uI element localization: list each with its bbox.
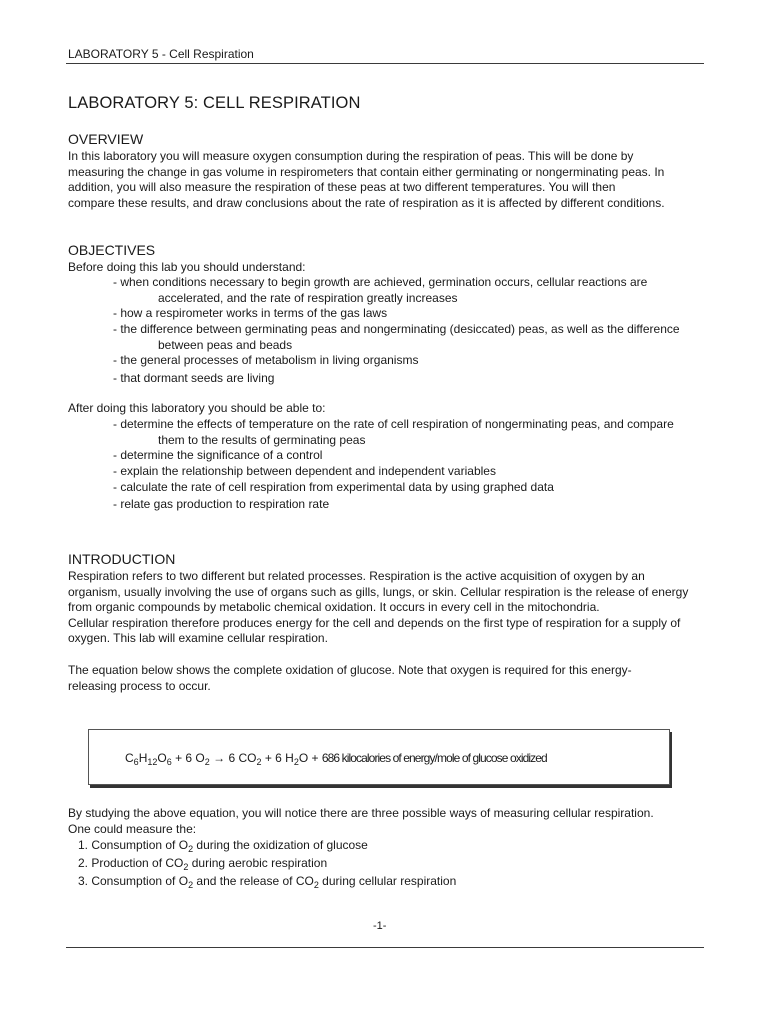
overview-paragraph (68, 149, 708, 211)
footer-rule (66, 947, 704, 948)
measurement-list-item: 3. Consumption of $O_2$ and the release of $CO_2$ during cellular respiration (78, 874, 457, 890)
objective-after-item: - relate gas production to respiration rate (113, 497, 330, 511)
objective-before-item: - that dormant seeds are living (113, 371, 275, 385)
glucose-oxidation-equation: $C_6H_{12}O_6 + 6$ $O_2 \to 6$ $CO_2 + 6$ $H_2O + 686$ kilocalories of energy/mole of glucose oxidized (125, 751, 547, 767)
objectives-before-intro: Before doing this lab you should understand: (68, 260, 306, 274)
objective-after-item: - calculate the rate of cell respiration from experimental data by using graphed data (113, 480, 554, 494)
equation-box (88, 729, 670, 785)
objective-before-item-continued: accelerated, and the rate of respiration greatly increases (158, 291, 458, 305)
header-rule (66, 63, 704, 64)
page-number: -1- (373, 920, 387, 932)
introduction-paragraph (68, 569, 708, 647)
objective-after-item: - determine the effects of temperature on the rate of cell respiration of nongerminating peas, and compare (113, 417, 674, 431)
objective-after-item-continued: them to the results of germinating peas (158, 433, 366, 447)
overview-line: measuring the change in gas volume in respirometers that contain either germinating or nongerminating peas. In (68, 164, 665, 179)
introduction-line: Cellular respiration therefore produces energy for the cell and depends on the first type of respiration for a supply of (68, 615, 681, 630)
equation-intro-line: releasing process to occur. (68, 678, 211, 693)
objective-before-item: - the difference between germinating peas and nongerminating (desiccated) peas, as well as the difference (113, 322, 680, 336)
overview-line: compare these results, and draw conclusions about the rate of respiration as it is affected by different conditions. (68, 195, 665, 210)
introduction-heading: INTRODUCTION (68, 551, 176, 567)
objectives-after-intro: After doing this laboratory you should be able to: (68, 401, 326, 415)
objective-before-item: - the general processes of metabolism in living organisms (113, 353, 419, 367)
objective-before-item: - when conditions necessary to begin growth are achieved, germination occurs, cellular reactions are (113, 275, 648, 289)
equation-intro-line: The equation below shows the complete oxidation of glucose. Note that oxygen is required for this energy- (68, 663, 632, 677)
measurement-list-item: 2. Production of $CO_2$ during aerobic respiration (78, 856, 328, 872)
objective-after-item: - explain the relationship between dependent and independent variables (113, 464, 496, 478)
running-header: LABORATORY 5 - Cell Respiration (68, 47, 254, 61)
introduction-line: from organic compounds by metabolic chemical oxidation. It occurs in every cell in the mitochondria. (68, 600, 600, 615)
objective-before-item: - how a respirometer works in terms of the gas laws (113, 306, 388, 320)
introduction-line: oxygen. This lab will examine cellular respiration. (68, 631, 328, 646)
measurement-line: One could measure the: (68, 821, 197, 836)
measurement-list-item: 1. Consumption of $O_2$ during the oxidization of glucose (78, 838, 368, 854)
equation-intro-paragraph (68, 663, 708, 694)
objective-before-item-continued: between peas and beads (158, 338, 293, 352)
overview-line: addition, you will also measure the respiration of these peas at two different temperatures. You will then (68, 180, 616, 195)
measurement-line: By studying the above equation, you will notice there are three possible ways of measuring cellular respiration. (68, 806, 654, 820)
overview-heading: OVERVIEW (68, 131, 144, 147)
objective-after-item: - determine the significance of a control (113, 448, 323, 462)
introduction-line: Respiration refers to two different but related processes. Respiration is the active acquisition of oxygen by an (68, 569, 645, 583)
objectives-heading: OBJECTIVES (68, 242, 156, 258)
measurement-paragraph (68, 806, 708, 837)
page-title: LABORATORY 5: CELL RESPIRATION (68, 94, 361, 112)
introduction-line: organism, usually involving the use of organs such as gills, lungs, or skin. Cellular respiration is the release of energy (68, 584, 689, 599)
overview-line: In this laboratory you will measure oxygen consumption during the respiration of peas. This will be done by (68, 149, 634, 163)
